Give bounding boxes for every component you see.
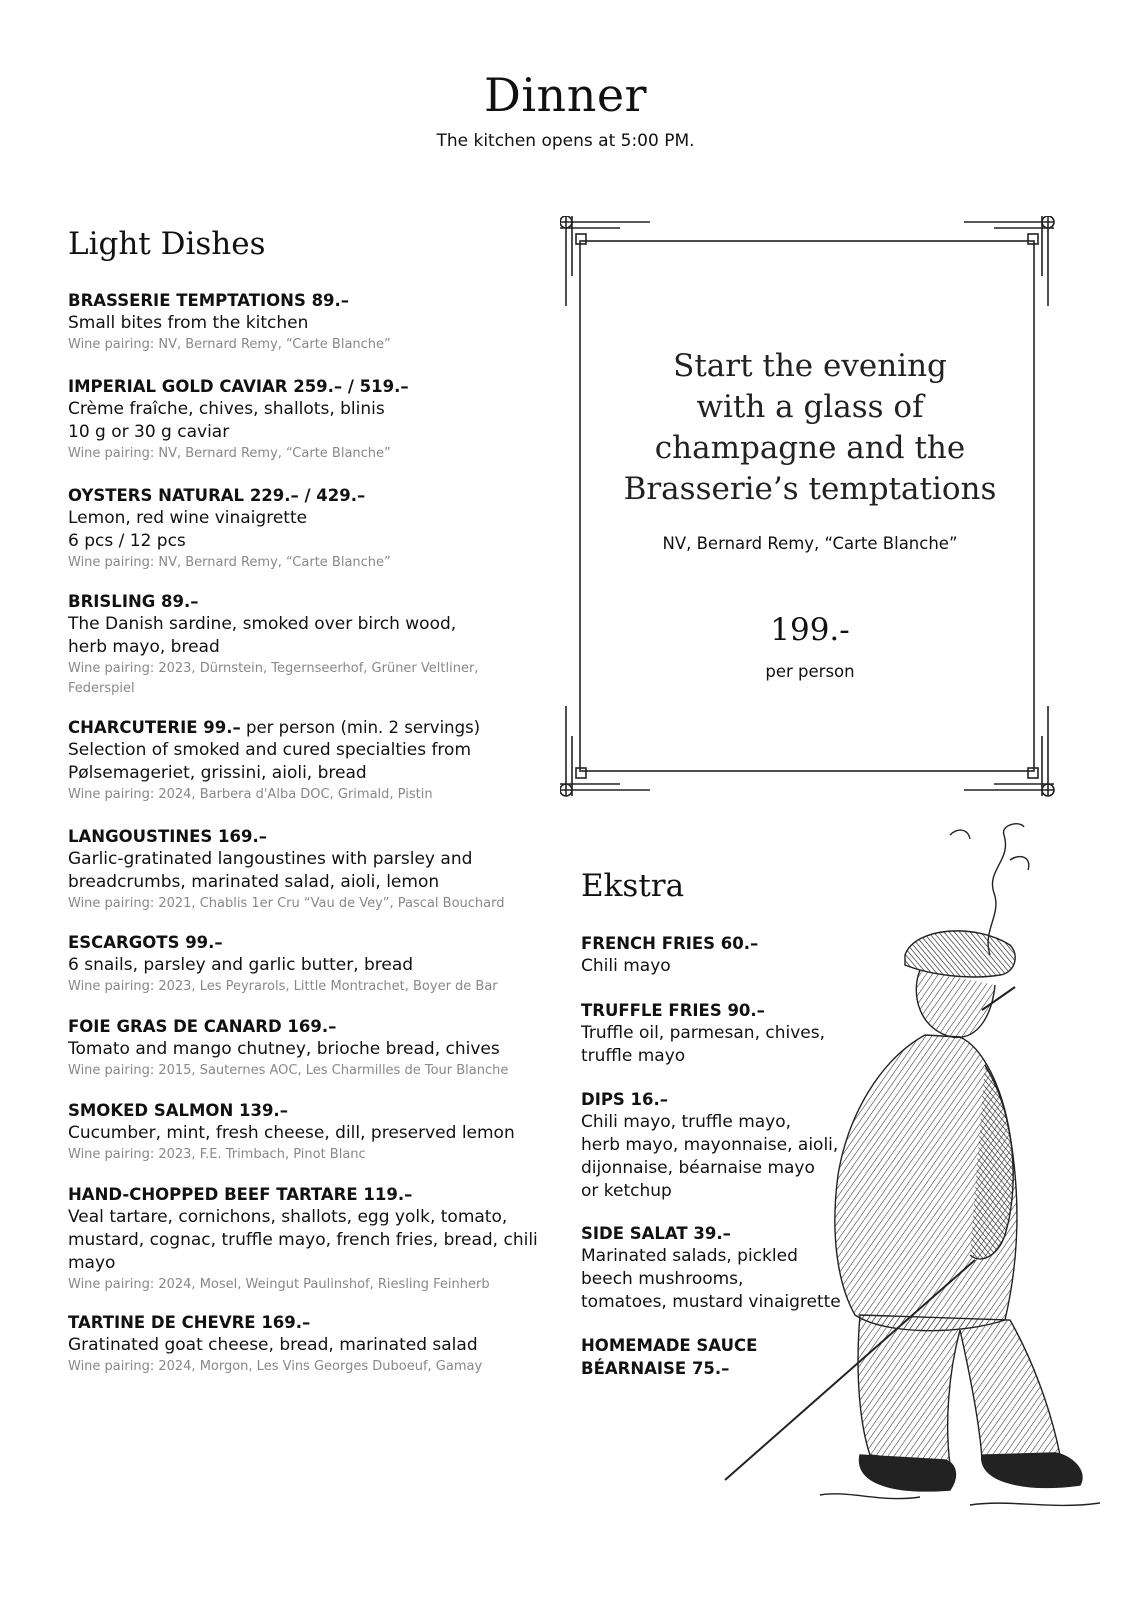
menu-item <box>68 289 548 355</box>
item-description: The Danish sardine, smoked over birch wood, <box>68 614 457 634</box>
item-name: HOMEMADE SAUCE <box>581 1336 758 1355</box>
promo-price: 199.- <box>770 612 850 648</box>
menu-item <box>68 931 548 997</box>
item-description: Truffle oil, parmesan, chives, <box>581 1023 826 1043</box>
item-description: Gratinated goat cheese, bread, marinated salad <box>68 1335 478 1355</box>
item-name: HAND-CHOPPED BEEF TARTARE 119.– <box>68 1185 413 1204</box>
wine-pairing: Wine pairing: 2023, Les Peyrarols, Little Montrachet, Boyer de Bar <box>68 979 498 994</box>
head <box>916 970 995 1037</box>
item-description: 10 g or 30 g caviar <box>68 422 230 442</box>
promo-price-unit: per person <box>765 662 855 681</box>
promo-wine: NV, Bernard Remy, “Carte Blanche” <box>662 534 958 553</box>
smoke-wisp <box>988 824 1024 955</box>
beret <box>905 931 1015 977</box>
item-description: tomatoes, mustard vinaigrette <box>581 1292 841 1312</box>
menu-item <box>68 1099 548 1165</box>
corner-square <box>576 234 586 244</box>
corner-line <box>560 216 620 276</box>
item-description: Selection of smoked and cured specialties from <box>68 740 472 760</box>
item-name <box>68 716 548 739</box>
corner-line <box>964 216 1054 306</box>
corner-line <box>560 736 620 796</box>
corner-line <box>560 216 650 306</box>
wine-pairing: Federspiel <box>68 681 135 696</box>
promo-heading-line: with a glass of <box>696 389 924 425</box>
corner-line <box>964 706 1054 796</box>
item-name: OYSTERS NATURAL 229.– / 429.– <box>68 486 366 505</box>
item-name: DIPS 16.– <box>581 1090 669 1109</box>
item-description: Pølsemageriet, grissini, aioli, bread <box>68 763 367 783</box>
menu-item <box>68 1015 548 1081</box>
item-description: mustard, cognac, truffle mayo, french fries, bread, chili <box>68 1230 538 1250</box>
menu-item <box>68 590 548 699</box>
item-description: truffle mayo <box>581 1046 686 1066</box>
item-description: Lemon, red wine vinaigrette <box>68 508 308 528</box>
item-name-suffix: per person (min. 2 servings) <box>240 718 481 737</box>
item-description: mayo <box>68 1253 116 1273</box>
item-description: or ketchup <box>581 1181 672 1201</box>
item-name: ESCARGOTS 99.– <box>68 933 223 952</box>
item-description: Tomato and mango chutney, brioche bread, chives <box>68 1039 500 1059</box>
item-name: BÉARNAISE 75.– <box>581 1359 730 1378</box>
item-name: LANGOUSTINES 169.– <box>68 827 268 846</box>
item-description: beech mushrooms, <box>581 1269 744 1289</box>
item-description: 6 snails, parsley and garlic butter, bread <box>68 955 414 975</box>
item-name: IMPERIAL GOLD CAVIAR 259.– / 519.– <box>68 377 409 396</box>
item-description: 6 pcs / 12 pcs <box>68 531 186 551</box>
item-description: Cucumber, mint, fresh cheese, dill, preserved lemon <box>68 1123 515 1143</box>
wine-pairing: Wine pairing: NV, Bernard Remy, “Carte Blanche” <box>68 337 391 352</box>
wine-pairing: Wine pairing: 2021, Chablis 1er Cru “Vau de Vey”, Pascal Bouchard <box>68 896 505 911</box>
corner-line <box>994 736 1054 796</box>
item-name: SIDE SALAT 39.– <box>581 1224 731 1243</box>
item-name: BRASSERIE TEMPTATIONS 89.– <box>68 291 350 310</box>
wine-pairing: Wine pairing: NV, Bernard Remy, “Carte Blanche” <box>68 555 391 570</box>
item-description: Marinated salads, pickled <box>581 1246 798 1266</box>
item-name-main: CHARCUTERIE 99.– <box>68 718 241 737</box>
corner-square <box>576 768 586 778</box>
promo-heading-line: Brasserie’s temptations <box>623 471 997 507</box>
corner-square <box>1028 234 1038 244</box>
item-description: Crème fraîche, chives, shallots, blinis <box>68 399 385 419</box>
item-name: FOIE GRAS DE CANARD 169.– <box>68 1017 337 1036</box>
item-description: Garlic-gratinated langoustines with parsley and <box>68 849 473 869</box>
item-description: Small bites from the kitchen <box>68 313 309 333</box>
wine-pairing: Wine pairing: 2024, Morgon, Les Vins Georges Duboeuf, Gamay <box>68 1359 483 1374</box>
wine-pairing: Wine pairing: 2024, Mosel, Weingut Paulinshof, Riesling Feinherb <box>68 1277 490 1292</box>
corner-square <box>1028 768 1038 778</box>
item-name: TRUFFLE FRIES 90.– <box>581 1001 765 1020</box>
item-description: breadcrumbs, marinated salad, aioli, lemon <box>68 872 440 892</box>
smoke-wisp <box>950 830 970 839</box>
page-subtitle: The kitchen opens at 5:00 PM. <box>436 131 695 151</box>
corner-line <box>994 216 1054 276</box>
shoe <box>859 1455 955 1491</box>
menu-item <box>68 1311 548 1377</box>
promo-heading-line: Start the evening <box>673 348 947 384</box>
light-dishes-title: Light Dishes <box>68 226 266 262</box>
item-name: BRISLING 89.– <box>68 592 199 611</box>
menu-item <box>68 484 548 573</box>
promo-heading-line: champagne and the <box>654 430 966 466</box>
item-description: herb mayo, bread <box>68 637 220 657</box>
menu-item <box>68 716 548 805</box>
menu-item <box>68 1183 548 1295</box>
ground-line <box>820 1494 1100 1506</box>
item-description: dijonnaise, béarnaise mayo <box>581 1158 815 1178</box>
smoke-wisp <box>1010 857 1029 870</box>
wine-pairing: Wine pairing: 2023, Dürnstein, Tegernseerhof, Grüner Veltliner, <box>68 661 479 676</box>
item-name: SMOKED SALMON 139.– <box>68 1101 288 1120</box>
menu-item <box>68 825 548 914</box>
ekstra-title: Ekstra <box>581 868 685 904</box>
item-name: FRENCH FRIES 60.– <box>581 934 759 953</box>
promo-frame <box>560 216 1080 806</box>
shoe <box>982 1453 1082 1487</box>
wine-pairing: Wine pairing: NV, Bernard Remy, “Carte Blanche” <box>68 446 391 461</box>
item-name: TARTINE DE CHEVRE 169.– <box>68 1313 311 1332</box>
corner-line <box>560 706 650 796</box>
item-description: Chili mayo <box>581 956 671 976</box>
item-description: herb mayo, mayonnaise, aioli, <box>581 1135 839 1155</box>
menu-item <box>68 375 548 464</box>
item-description: Chili mayo, truffle mayo, <box>581 1112 792 1132</box>
wine-pairing: Wine pairing: 2015, Sauternes AOC, Les Charmilles de Tour Blanche <box>68 1063 509 1078</box>
wine-pairing: Wine pairing: 2023, F.E. Trimbach, Pinot Blanc <box>68 1147 366 1162</box>
page-title: Dinner <box>483 68 648 122</box>
ornamental-border <box>560 216 1080 806</box>
smoking-man-illustration <box>720 815 1120 1515</box>
item-description: Veal tartare, cornichons, shallots, egg yolk, tomato, <box>68 1207 508 1227</box>
promo-heading <box>560 346 1060 510</box>
wine-pairing: Wine pairing: 2024, Barbera d'Alba DOC, Grimald, Pistin <box>68 787 433 802</box>
